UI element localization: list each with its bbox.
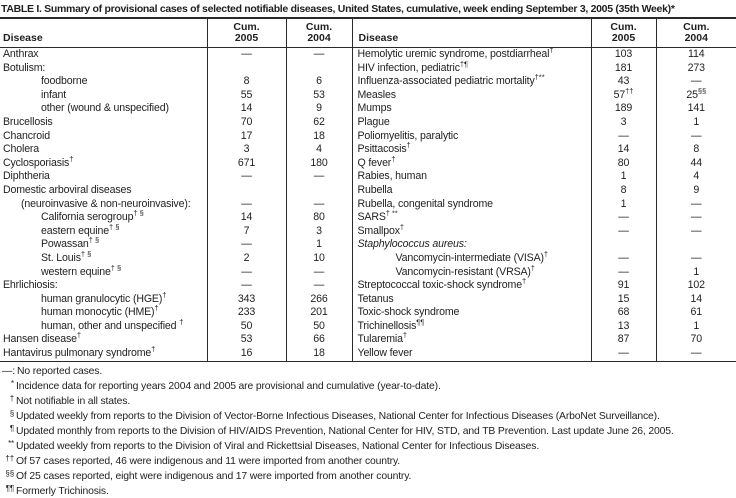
table-row	[0, 48, 736, 62]
cum-2005-cell: —	[591, 252, 656, 266]
disease-name-cell	[352, 306, 591, 320]
cum-2005-cell: 57††	[591, 89, 656, 103]
disease-name: Yellow fever	[358, 347, 413, 359]
cum-2005-cell: —	[207, 48, 286, 62]
disease-name-cell	[352, 170, 591, 184]
cum-2004-cell	[286, 184, 352, 198]
header-line-cum: Cum.	[592, 22, 656, 33]
disease-name: Influenza-associated pediatric mortality	[358, 75, 535, 87]
disease-name-cell	[0, 293, 207, 307]
disease-name: Hansen disease	[3, 333, 77, 345]
cum-2005-cell: 343	[207, 293, 286, 307]
cum-2004-cell: 18	[286, 347, 352, 361]
cum-2004-cell: 9	[286, 102, 352, 116]
table-row	[0, 333, 736, 347]
header-line-cum: Cum.	[657, 22, 736, 33]
cum-2005-cell: 50	[207, 320, 286, 334]
cum-2004-cell: —	[656, 75, 736, 89]
cum-2004-cell: 3	[286, 225, 352, 239]
disease-name-cell	[0, 279, 207, 293]
cum-2004-cell	[656, 238, 736, 252]
cum-2004-cell: —	[656, 225, 736, 239]
footnote-marker: †	[162, 290, 166, 299]
cum-2005-cell: 70	[207, 116, 286, 130]
footnote-marker: §§	[698, 86, 706, 95]
cum-2004-cell: 1	[656, 266, 736, 280]
disease-name-cell	[352, 62, 591, 76]
footnote-marker: ¶	[2, 423, 16, 435]
footnote-marker: †	[151, 345, 155, 354]
disease-name-cell	[352, 116, 591, 130]
cum-2004-cell: —	[656, 347, 736, 361]
cum-2004-cell: 180	[286, 157, 352, 171]
disease-name-cell	[0, 320, 207, 334]
disease-name-cell	[0, 143, 207, 157]
cum-2005-cell: —	[207, 238, 286, 252]
footnote	[2, 366, 736, 378]
cum-2005-cell	[591, 238, 656, 252]
table-row	[0, 62, 736, 76]
col-header-cum-2005-right	[591, 18, 656, 48]
cum-2004-cell: 25§§	[656, 89, 736, 103]
footnote-marker: ††	[2, 453, 16, 465]
cum-2004-cell: 141	[656, 102, 736, 116]
disease-name: Vancomycin-intermediate (VISA)	[396, 252, 544, 264]
cum-2004-cell: —	[286, 48, 352, 62]
disease-name: Measles	[358, 89, 396, 101]
disease-name: Trichinellosis	[358, 320, 417, 332]
disease-name: Domestic arboviral diseases	[3, 184, 131, 196]
disease-name-cell	[352, 130, 591, 144]
cum-2004-cell: —	[286, 170, 352, 184]
cum-2005-cell: 3	[207, 143, 286, 157]
footnote-marker: †	[2, 393, 16, 405]
footnote-marker: ††	[625, 86, 633, 95]
cum-2004-cell: 80	[286, 211, 352, 225]
table-row	[0, 143, 736, 157]
footnote-text: Not notifiable in all states.	[16, 396, 130, 407]
footnote	[2, 423, 736, 438]
footnote	[2, 408, 736, 423]
disease-name: Vancomycin-resistant (VRSA)	[396, 266, 531, 278]
cum-2004-cell: —	[656, 198, 736, 212]
cum-2004-cell: 61	[656, 306, 736, 320]
footnote-marker: †	[549, 45, 553, 54]
footnote-marker: †**	[535, 73, 545, 82]
cum-2004-cell	[286, 62, 352, 76]
table-row	[0, 130, 736, 144]
table-row	[0, 347, 736, 361]
cum-2004-cell: —	[656, 130, 736, 144]
cum-2004-cell: 273	[656, 62, 736, 76]
cum-2005-cell: 53	[207, 333, 286, 347]
disease-name: human monocytic (HME)	[41, 306, 154, 318]
table-header	[0, 18, 736, 48]
disease-name-cell	[352, 252, 591, 266]
disease-name: HIV infection, pediatric	[358, 62, 460, 74]
disease-name: eastern equine	[41, 225, 109, 237]
table-row	[0, 238, 736, 252]
footnote-marker: † §	[89, 236, 99, 245]
footnote-marker: †	[179, 317, 183, 326]
cum-2004-cell: 114	[656, 48, 736, 62]
disease-name-cell	[352, 333, 591, 347]
table-row	[0, 306, 736, 320]
disease-name-cell	[0, 75, 207, 89]
disease-name-cell	[0, 266, 207, 280]
cum-2005-cell: 8	[591, 184, 656, 198]
disease-name: Streptococcal toxic-shock syndrome	[358, 279, 522, 291]
cum-2004-cell: —	[286, 266, 352, 280]
cum-2005-cell: 15	[591, 293, 656, 307]
table-row	[0, 198, 736, 212]
header-line-cum: Cum.	[208, 22, 286, 33]
disease-name-cell	[0, 157, 207, 171]
cum-2005-cell: 68	[591, 306, 656, 320]
disease-name: Tetanus	[358, 293, 394, 305]
cum-2004-cell: 1	[656, 116, 736, 130]
cum-2005-cell: 1	[591, 170, 656, 184]
table-row	[0, 157, 736, 171]
footnote-marker: †	[522, 277, 526, 286]
col-header-disease-left: Disease	[0, 18, 207, 48]
cum-2005-cell: 14	[591, 143, 656, 157]
disease-name: Hemolytic uremic syndrome, postdiarrheal	[358, 48, 550, 60]
table-row	[0, 225, 736, 239]
cum-2004-cell: —	[656, 252, 736, 266]
cum-2004-cell: 53	[286, 89, 352, 103]
footnote-marker: †	[391, 154, 395, 163]
footnote	[2, 438, 736, 453]
disease-name-cell	[352, 143, 591, 157]
disease-name-cell	[0, 116, 207, 130]
table-body	[0, 48, 736, 362]
disease-name: human granulocytic (HGE)	[41, 293, 162, 305]
disease-name: infant	[41, 89, 66, 101]
footnote-marker: †	[531, 263, 535, 272]
cum-2005-cell: 80	[591, 157, 656, 171]
cum-2004-cell: 44	[656, 157, 736, 171]
footnote	[2, 393, 736, 408]
disease-name: Chancroid	[3, 130, 50, 142]
disease-name-cell	[0, 211, 207, 225]
footnote-marker: †	[400, 222, 404, 231]
disease-name-cell	[0, 184, 207, 198]
cum-2004-cell: —	[286, 279, 352, 293]
header-line-year: 2004	[287, 33, 352, 44]
disease-name-cell	[0, 252, 207, 266]
footnote-marker: † §	[133, 209, 143, 218]
cum-2005-cell: —	[207, 170, 286, 184]
cum-2005-cell: 16	[207, 347, 286, 361]
disease-name: Cyclosporiasis	[3, 157, 69, 169]
disease-name-cell	[352, 211, 591, 225]
cum-2004-cell: 6	[286, 75, 352, 89]
cum-2004-cell: 4	[286, 143, 352, 157]
disease-name: Anthrax	[3, 48, 38, 60]
cum-2005-cell: 8	[207, 75, 286, 89]
cum-2004-cell: 14	[656, 293, 736, 307]
footnote-marker: †	[154, 304, 158, 313]
disease-name: other (wound & unspecified)	[41, 102, 169, 114]
col-header-cum-2004-left	[286, 18, 352, 48]
disease-name-cell	[0, 62, 207, 76]
table-row	[0, 116, 736, 130]
footnote-marker: †	[69, 154, 73, 163]
table-row	[0, 102, 736, 116]
table-row	[0, 293, 736, 307]
disease-name-cell	[0, 347, 207, 361]
cum-2005-cell: 91	[591, 279, 656, 293]
disease-name-cell	[0, 306, 207, 320]
footnote-marker: §	[2, 408, 16, 420]
header-row	[0, 18, 736, 48]
cum-2005-cell: 17	[207, 130, 286, 144]
header-line-year: 2005	[592, 33, 656, 44]
disease-name: Brucellosis	[3, 116, 53, 128]
cum-2005-cell: 13	[591, 320, 656, 334]
footnote-text: Updated monthly from reports to the Division of HIV/AIDS Prevention, National Center for HIV, STD, and TB Prevention. Last update June 26, 2005.	[16, 426, 674, 437]
cum-2005-cell: —	[207, 198, 286, 212]
disease-name: SARS	[358, 211, 386, 223]
cum-2005-cell: 671	[207, 157, 286, 171]
disease-name-cell	[0, 102, 207, 116]
disease-name-cell	[0, 333, 207, 347]
disease-name: California serogroup	[41, 211, 133, 223]
cum-2004-cell: 62	[286, 116, 352, 130]
disease-name: Plague	[358, 116, 390, 128]
table-row	[0, 320, 736, 334]
disease-name: Rabies, human	[358, 170, 427, 182]
disease-name-cell	[352, 89, 591, 103]
table-row	[0, 266, 736, 280]
footnote-marker: *	[2, 378, 16, 390]
cum-2004-cell: 66	[286, 333, 352, 347]
disease-name: Cholera	[3, 143, 39, 155]
cum-2004-cell: 70	[656, 333, 736, 347]
cum-2004-cell: 50	[286, 320, 352, 334]
table-row	[0, 89, 736, 103]
footnote-marker: †	[544, 249, 548, 258]
disease-name: Mumps	[358, 102, 392, 114]
disease-name-cell	[352, 225, 591, 239]
footnote	[2, 468, 736, 483]
disease-name: Botulism:	[3, 62, 45, 74]
cum-2005-cell	[207, 184, 286, 198]
cum-2004-cell: 4	[656, 170, 736, 184]
cum-2004-cell: —	[286, 198, 352, 212]
footnote-text: Of 57 cases reported, 46 were indigenous and 11 were imported from another country.	[16, 456, 400, 467]
cum-2005-cell: —	[591, 225, 656, 239]
footnote-text: Incidence data for reporting years 2004 and 2005 are provisional and cumulative (year-to-date).	[16, 381, 441, 392]
disease-name-cell	[352, 75, 591, 89]
disease-name-cell	[352, 48, 591, 62]
cum-2005-cell: 55	[207, 89, 286, 103]
col-header-cum-2004-right	[656, 18, 736, 48]
cum-2004-cell: 1	[656, 320, 736, 334]
disease-name: (neuroinvasive & non-neuroinvasive):	[21, 198, 191, 210]
disease-name-cell	[0, 170, 207, 184]
disease-name: western equine	[41, 266, 111, 278]
disease-name-cell	[352, 293, 591, 307]
cum-2005-cell	[207, 62, 286, 76]
cum-2005-cell: —	[207, 279, 286, 293]
footnote-text: No reported cases.	[17, 366, 102, 377]
disease-name: Rubella, congenital syndrome	[358, 198, 493, 210]
disease-name-cell	[352, 347, 591, 361]
cum-2005-cell: 189	[591, 102, 656, 116]
col-header-cum-2005-left	[207, 18, 286, 48]
footnote-marker: †	[403, 331, 407, 340]
cum-2004-cell: 18	[286, 130, 352, 144]
disease-name-cell	[352, 184, 591, 198]
disease-name: Ehrlichiosis:	[3, 279, 58, 291]
disease-name-cell	[0, 198, 207, 212]
disease-name: Toxic-shock syndrome	[358, 306, 460, 318]
disease-name-cell	[0, 225, 207, 239]
col-header-disease-right: Disease	[352, 18, 591, 48]
footnote-marker: **	[2, 438, 16, 450]
cum-2004-cell: 8	[656, 143, 736, 157]
disease-name: St. Louis	[41, 252, 81, 264]
disease-name: Poliomyelitis, paralytic	[358, 130, 459, 142]
cum-2005-cell: —	[591, 211, 656, 225]
footnote-marker: †¶	[460, 59, 468, 68]
header-line-year: 2005	[208, 33, 286, 44]
footnote-text: Updated weekly from reports to the Division of Viral and Rickettsial Diseases, National Center for Infectious Diseases.	[16, 441, 539, 452]
footnote	[2, 483, 736, 498]
disease-name: foodborne	[41, 75, 87, 87]
cum-2005-cell: 7	[207, 225, 286, 239]
cum-2004-cell: 10	[286, 252, 352, 266]
footnote-marker: † §	[81, 249, 91, 258]
footnote-marker: —:	[2, 366, 17, 378]
disease-name-cell	[352, 238, 591, 252]
footnote-marker: † **	[386, 209, 398, 218]
footnote	[2, 453, 736, 468]
cum-2004-cell: 266	[286, 293, 352, 307]
cum-2005-cell: 14	[207, 102, 286, 116]
table-row	[0, 279, 736, 293]
disease-name-cell	[352, 266, 591, 280]
footnote-text: Updated weekly from reports to the Division of Vector-Borne Infectious Diseases, National Center for Infectious Diseases (ArboNet Surveillance).	[16, 411, 660, 422]
disease-name-cell	[0, 48, 207, 62]
cum-2005-cell: —	[591, 266, 656, 280]
cum-2004-cell: 201	[286, 306, 352, 320]
disease-name-cell	[0, 238, 207, 252]
cum-2005-cell: 103	[591, 48, 656, 62]
disease-name: Rubella	[358, 184, 393, 196]
cum-2005-cell: —	[207, 266, 286, 280]
header-line-cum: Cum.	[287, 22, 352, 33]
disease-name: Tularemia	[358, 333, 403, 345]
disease-name: Powassan	[41, 238, 89, 250]
footnote-marker: † §	[111, 263, 121, 272]
cum-2004-cell: —	[656, 211, 736, 225]
cum-2005-cell: 233	[207, 306, 286, 320]
cum-2005-cell: 2	[207, 252, 286, 266]
cum-2004-cell: 9	[656, 184, 736, 198]
header-line-year: 2004	[657, 33, 736, 44]
disease-name-cell	[0, 89, 207, 103]
footnote-marker: † §	[109, 222, 119, 231]
footnote-marker: †	[406, 141, 410, 150]
cum-2005-cell: 181	[591, 62, 656, 76]
table-row	[0, 184, 736, 198]
footnote-marker: §§	[2, 468, 16, 480]
cum-2005-cell: 14	[207, 211, 286, 225]
footnote-text: Formerly Trichinosis.	[16, 486, 109, 497]
cum-2005-cell: 1	[591, 198, 656, 212]
disease-name-cell	[352, 279, 591, 293]
disease-name-cell	[352, 157, 591, 171]
table-title: TABLE I. Summary of provisional cases of selected notifiable diseases, United States, cumulative, week ending September 3, 2005 (35th Week)*	[0, 0, 736, 17]
cum-2004-cell: 1	[286, 238, 352, 252]
disease-name-cell	[352, 320, 591, 334]
cum-2005-cell: 87	[591, 333, 656, 347]
disease-name: Staphylococcus aureus:	[358, 238, 467, 250]
notifiable-diseases-table	[0, 17, 736, 362]
cum-2005-cell: —	[591, 347, 656, 361]
disease-name: Q fever	[358, 157, 392, 169]
table-row	[0, 170, 736, 184]
disease-name: Hantavirus pulmonary syndrome	[3, 347, 151, 359]
disease-name-cell	[352, 102, 591, 116]
disease-name: Smallpox	[358, 225, 400, 237]
disease-name-cell	[0, 130, 207, 144]
disease-name: Psittacosis	[358, 143, 407, 155]
footnote-text: Of 25 cases reported, eight were indigenous and 17 were imported from another country.	[16, 471, 411, 482]
disease-name: Diphtheria	[3, 170, 50, 182]
disease-name: human, other and unspecified	[41, 320, 179, 332]
cum-2005-cell: 3	[591, 116, 656, 130]
footnote-marker: †	[77, 331, 81, 340]
cum-2004-cell: 102	[656, 279, 736, 293]
footnote-marker: ¶¶	[416, 317, 424, 326]
footnote	[2, 378, 736, 393]
footnotes	[2, 366, 736, 498]
cum-2005-cell: —	[591, 130, 656, 144]
footnote-marker: ¶¶	[2, 483, 16, 495]
cum-2005-cell: 43	[591, 75, 656, 89]
